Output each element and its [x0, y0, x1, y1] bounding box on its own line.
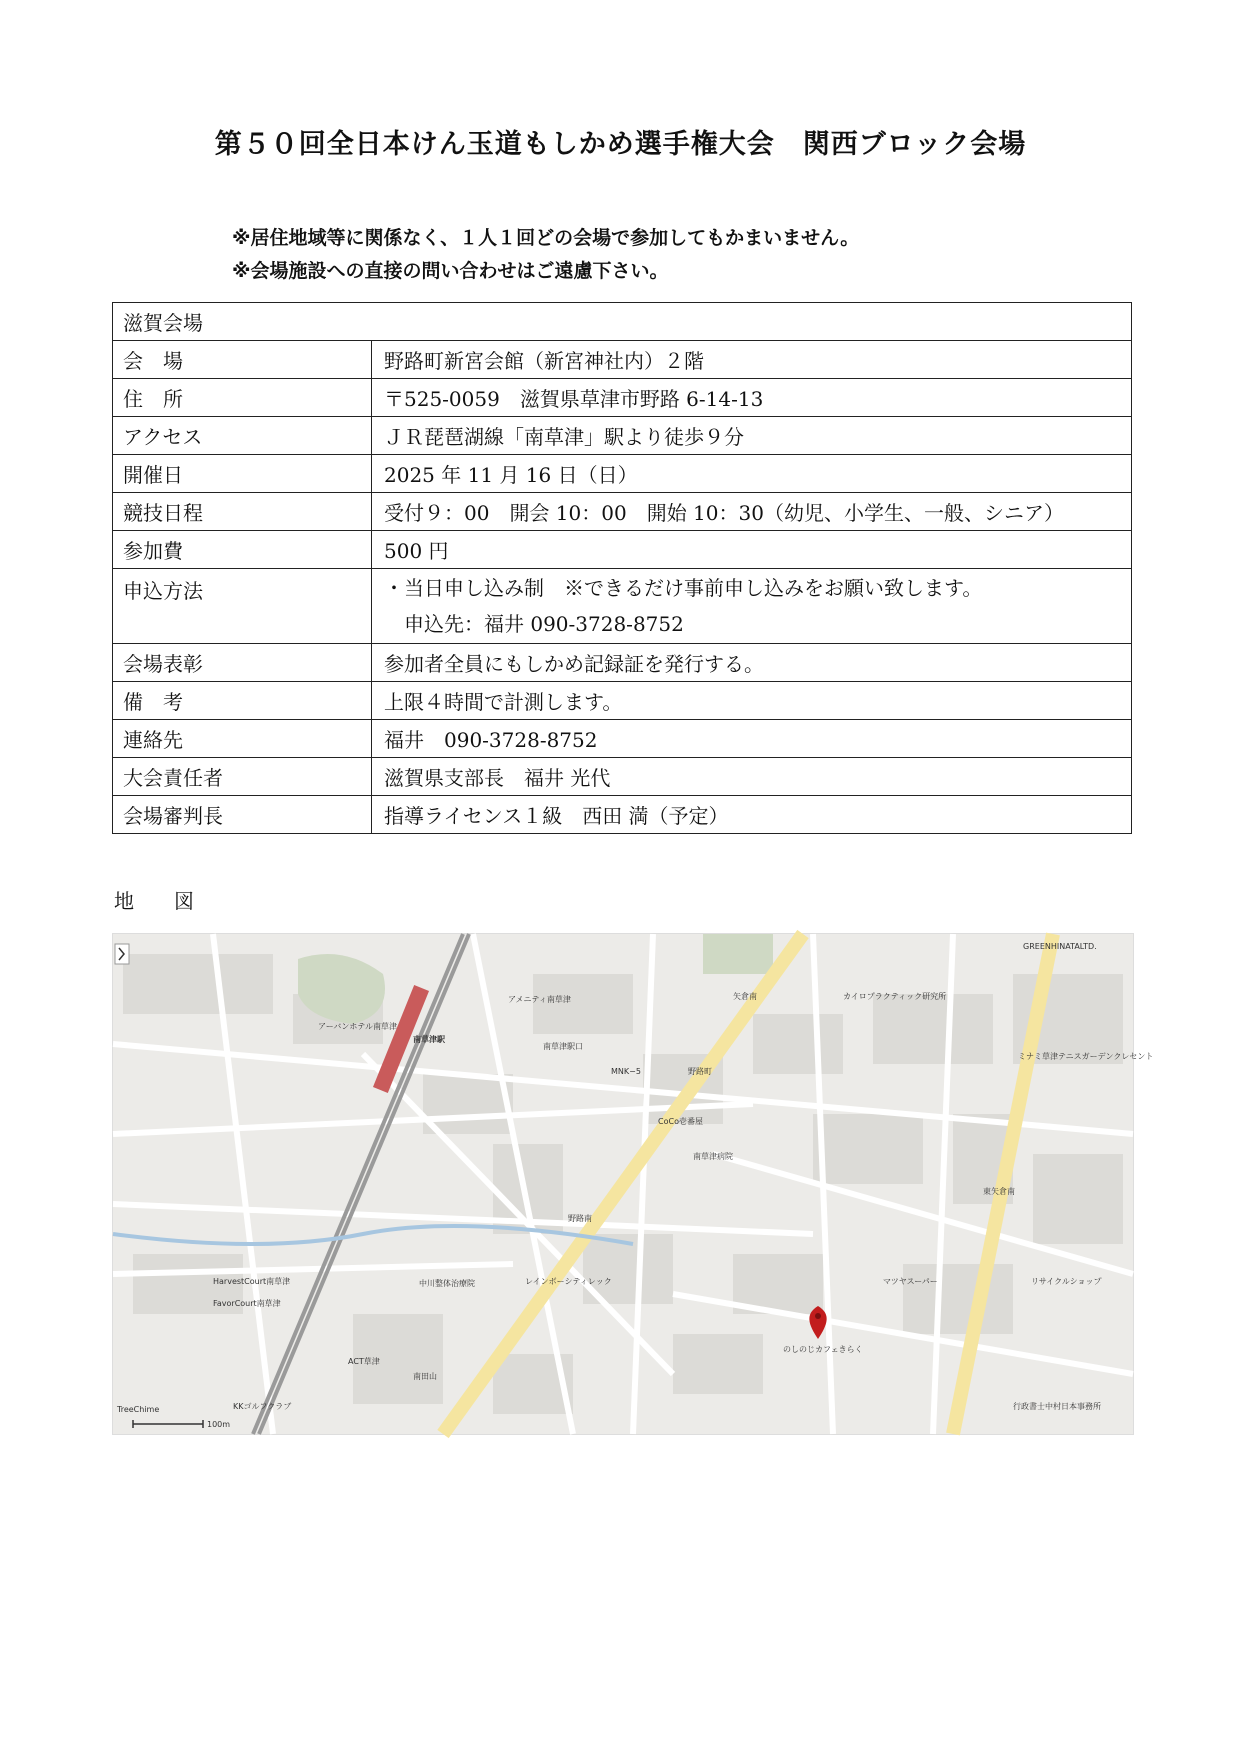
- park-area: [703, 934, 773, 974]
- row-value: 滋賀県支部長 福井 光代: [372, 758, 1132, 796]
- row-label: 会場審判長: [113, 796, 372, 834]
- note-line: ※居住地域等に関係なく、１人１回どの会場で参加してもかまいません。: [232, 227, 860, 249]
- map-label-ring: レインボーシティレック: [525, 1277, 612, 1286]
- row-value: 福井 090-3728-8752: [372, 720, 1132, 758]
- table-row: [113, 758, 1132, 796]
- row-value: 参加者全員にもしかめ記録証を発行する。: [372, 644, 1132, 682]
- table-row: [113, 682, 1132, 720]
- map-label-recycle: リサイクルショップ: [1031, 1277, 1102, 1286]
- map-label-nojicho: 野路町: [688, 1067, 712, 1076]
- page-title: 第５０回全日本けん玉道もしかめ選手権大会 関西ブロック会場: [214, 129, 1027, 160]
- map-label-green: GREENHINATALTD.: [1023, 942, 1097, 951]
- row-label: 会場表彰: [113, 644, 372, 682]
- row-label: 会 場: [113, 341, 372, 379]
- map-label-minamida: 南田山: [413, 1372, 437, 1381]
- table-row: [113, 796, 1132, 834]
- row-value: 指導ライセンス１級 西田 満（予定）: [372, 796, 1132, 834]
- map-label-treechime: TreeChime: [117, 1405, 160, 1414]
- map-label-yabase: 矢倉南: [733, 992, 757, 1001]
- table-row: [113, 569, 1132, 644]
- map-expand-button[interactable]: [115, 944, 129, 964]
- row-value-line: ・当日申し込み制 ※できるだけ事前申し込みをお願い致します。: [384, 576, 983, 600]
- map-label-nojiminami: 野路南: [568, 1214, 592, 1223]
- map-label-station-east: 南草津駅口: [543, 1042, 583, 1051]
- map-canvas[interactable]: [113, 934, 1154, 1434]
- map-label-station: 南草津駅: [413, 1035, 445, 1044]
- row-value: ＪＲ琵琶湖線「南草津」駅より徒歩９分: [372, 417, 1132, 455]
- map-heading: 地 図: [114, 889, 204, 913]
- map-label-cairo: カイロプラクティック研究所: [843, 992, 947, 1001]
- row-value: 野路町新宮会館（新宮神社内）２階: [372, 341, 1132, 379]
- map-label-favor: FavorCourt南草津: [213, 1299, 281, 1308]
- table-row: [113, 531, 1132, 569]
- row-value-line: 申込先：福井 090-3728-8752: [384, 612, 684, 636]
- table-row: [113, 379, 1132, 417]
- table-row: [113, 341, 1132, 379]
- notes: [232, 222, 859, 288]
- map[interactable]: [112, 933, 1154, 1435]
- map-label-mnk: MNK−5: [611, 1067, 641, 1076]
- row-value: 500 円: [372, 531, 1132, 569]
- map-label-nakajima: 中川整体治療院: [419, 1279, 475, 1288]
- row-value: 2025 年 11 月 16 日（日）: [372, 455, 1132, 493]
- table-header: 滋賀会場: [113, 303, 1132, 341]
- map-scale: [133, 1420, 230, 1429]
- row-label: 参加費: [113, 531, 372, 569]
- map-label-mart: マツヤスーパー: [883, 1277, 938, 1286]
- map-label-act: ACT草津: [348, 1357, 380, 1366]
- scale-label: 100m: [207, 1420, 231, 1429]
- venue-info-table: [112, 302, 1132, 834]
- row-label: 開催日: [113, 455, 372, 493]
- row-label: 競技日程: [113, 493, 372, 531]
- table-row: [113, 417, 1132, 455]
- row-label: 住 所: [113, 379, 372, 417]
- map-label-urbanhotel: アーバンホテル南草津: [318, 1022, 397, 1031]
- map-label-tennis: ミナミ草津テニスガーデンクレセント: [1018, 1052, 1154, 1061]
- note-line: ※会場施設への直接の問い合わせはご遠慮下さい。: [232, 260, 669, 282]
- row-value: 受付９：00 開会 10：00 開始 10：30（幼児、小学生、一般、シニア）: [372, 493, 1132, 531]
- map-label-venue: のしのじカフェきらく: [783, 1345, 863, 1354]
- row-label: 申込方法: [113, 569, 372, 644]
- table-row: [113, 493, 1132, 531]
- map-label-hospital: 南草津病院: [693, 1152, 733, 1161]
- map-label-cocos: CoCo壱番屋: [658, 1117, 703, 1126]
- map-label-kk-golf: KKゴルフクラブ: [233, 1402, 292, 1411]
- map-label-amenity: アメニティ南草津: [508, 995, 571, 1004]
- row-label: 大会責任者: [113, 758, 372, 796]
- map-label-higashiyabase: 東矢倉南: [983, 1187, 1015, 1196]
- row-label: 備 考: [113, 682, 372, 720]
- row-value: 上限４時間で計測します。: [372, 682, 1132, 720]
- row-label: 連絡先: [113, 720, 372, 758]
- row-label: アクセス: [113, 417, 372, 455]
- row-value: 〒525-0059 滋賀県草津市野路 6-14-13: [372, 379, 1132, 417]
- map-label-company: 行政書士中村日本事務所: [1013, 1402, 1101, 1411]
- table-row: [113, 644, 1132, 682]
- table-row: [113, 720, 1132, 758]
- row-value: [372, 569, 1132, 644]
- table-header-row: [113, 303, 1132, 341]
- map-label-harvest: HarvestCourt南草津: [213, 1277, 291, 1286]
- table-row: [113, 455, 1132, 493]
